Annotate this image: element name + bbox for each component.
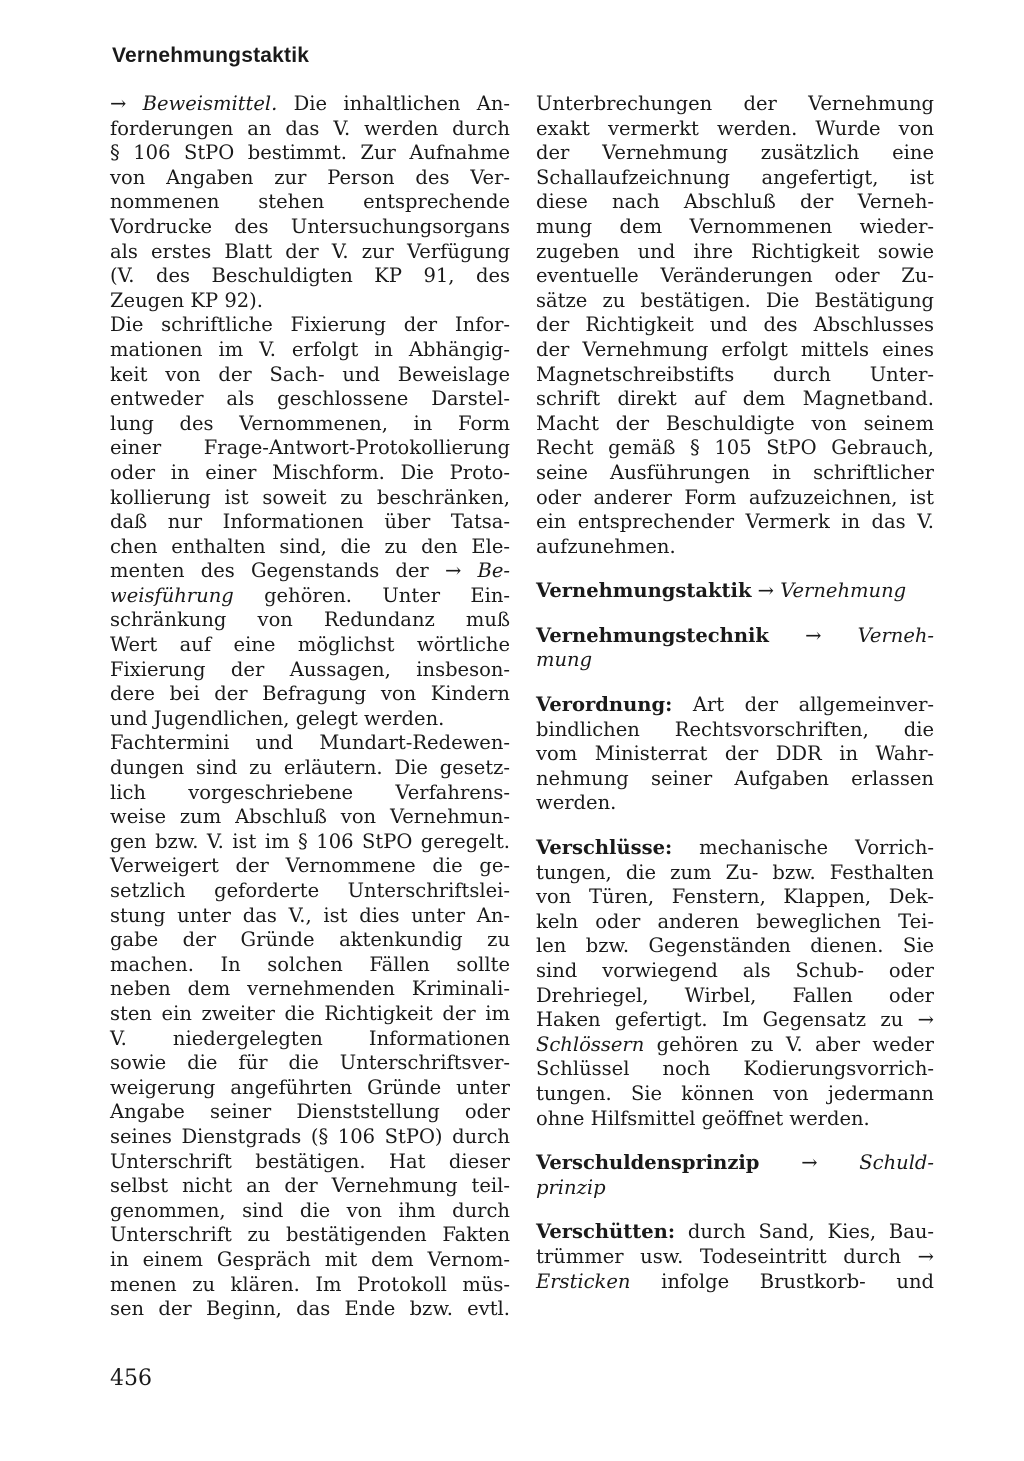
text-line: Angabe seiner Dienststellung oder xyxy=(110,1100,510,1124)
text-line: stung unter das V., ist dies unter An- xyxy=(110,903,510,927)
entry-text: trümmer usw. Todeseintritt durch → xyxy=(536,1244,934,1268)
text-line: entweder als geschlossene Darstel- xyxy=(110,387,510,411)
entry-verschuldensprinzip xyxy=(536,1151,934,1200)
entry-term: Verschütten: xyxy=(536,1220,676,1244)
text-line: einer Frage-Antwort-Protokollierung xyxy=(110,436,510,460)
right-column xyxy=(536,92,934,1294)
text-line: Vordrucke des Untersuchungsorgans xyxy=(110,214,510,238)
text-line: schrift direkt auf dem Magnetband. xyxy=(536,387,934,411)
text-line: als erstes Blatt der V. zur Verfügung xyxy=(110,239,510,263)
text-line: machen. In solchen Fällen sollte xyxy=(110,952,510,976)
entry-term: Verordnung: xyxy=(536,693,673,717)
text-line: forderungen an das V. werden durch xyxy=(110,116,510,140)
text-line: aufzunehmen. xyxy=(536,534,676,558)
text-line: lich vorgeschriebene Verfahrens- xyxy=(110,780,510,804)
text-line: setzlich geforderte Unterschriftslei- xyxy=(110,879,510,902)
entry-text: mechanische Vorrich- xyxy=(699,836,935,860)
text-line: Zeugen KP 92). xyxy=(110,288,263,312)
text-line: sind vorwiegend als Schub- oder xyxy=(536,959,934,982)
text-line: sen der Beginn, das Ende bzw. evtl. xyxy=(110,1297,510,1321)
entry-verschuetten xyxy=(536,1220,934,1294)
text-line: Schlüssel noch Kodierungsvorrich- xyxy=(536,1057,934,1081)
text-line: gen bzw. V. ist im § 106 StPO geregelt. xyxy=(110,829,510,853)
text-line: eventuelle Veränderungen oder Zu- xyxy=(536,264,934,288)
text-line: kollierung ist soweit zu beschränken, xyxy=(110,485,510,509)
text-line: ohne Hilfsmittel geöffnet werden. xyxy=(536,1106,870,1130)
text-line: der Richtigkeit und des Abschlusses xyxy=(536,313,934,337)
text-line: gabe der Gründe aktenkundig zu xyxy=(110,928,510,952)
text-line: oder anderer Form aufzuzeichnen, ist xyxy=(536,485,934,509)
text-line: (V. des Beschuldigten KP 91, des xyxy=(110,264,510,288)
text-line: in einem Gespräch mit dem Vernom- xyxy=(110,1247,510,1271)
text-line: keit von der Sach- und Beweislage xyxy=(110,362,510,386)
entry-text: Art der allgemeinver- xyxy=(692,693,934,717)
text-line: oder in einer Mischform. Die Proto- xyxy=(110,460,510,484)
text-line: nehmung seiner Aufgaben erlassen xyxy=(536,766,934,790)
text-line: lung des Vernommenen, in Form xyxy=(110,411,510,435)
cross-reference: Verneh- xyxy=(857,623,935,647)
entry-vernehmungstechnik xyxy=(536,624,934,673)
text-line: Recht gemäß § 105 StPO Gebrauch, xyxy=(536,436,934,460)
text-line: von Türen, Fenstern, Klappen, Dek- xyxy=(536,885,934,909)
text-line: Verweigert der Vernommene die ge- xyxy=(110,854,510,878)
text-line: bindlichen Rechtsvorschriften, die xyxy=(536,717,934,741)
text-line: dere bei der Befragung von Kindern xyxy=(110,682,510,706)
entry-term: Vernehmungstechnik xyxy=(536,623,769,647)
entry-text: infolge Brustkorb- und xyxy=(661,1269,935,1293)
text-line: weise zum Abschluß von Vernehmun- xyxy=(110,805,510,829)
entry-term: Vernehmungstaktik xyxy=(536,579,752,603)
text-line: Fixierung der Aussagen, insbeson- xyxy=(110,657,510,681)
text-line: menen zu klären. Im Protokoll müs- xyxy=(110,1272,510,1296)
text-line: Unterschrift zu bestätigenden Fakten xyxy=(110,1223,510,1247)
text-line: vom Ministerrat der DDR in Wahr- xyxy=(536,742,934,766)
text-line: Schallaufzeichnung angefertigt, ist xyxy=(536,165,934,189)
cross-reference: Schlössern xyxy=(536,1032,645,1056)
text-line: sten ein zweiter die Richtigkeit der im xyxy=(110,1001,510,1025)
text-line: Wert auf eine möglichst wörtliche xyxy=(110,633,510,657)
text-line: ein entsprechender Vermerk in das V. xyxy=(536,510,934,534)
cross-reference-cont: mung xyxy=(536,648,593,672)
cross-reference-cont: prinzip xyxy=(536,1175,606,1199)
text-line: neben dem vernehmenden Kriminali- xyxy=(110,977,510,1001)
text-line: diese nach Abschluß der Verneh- xyxy=(536,190,934,214)
text-line: sätze zu bestätigen. Die Bestätigung xyxy=(536,288,934,312)
text-line: Drehriegel, Wirbel, Fallen oder xyxy=(536,983,934,1007)
text-line: Die schriftliche Fixierung der Infor- xyxy=(110,313,510,337)
text-line: weigerung angeführten Gründe unter xyxy=(110,1075,510,1099)
text-line: selbst nicht an der Vernehmung teil- xyxy=(110,1174,510,1198)
text-line: Magnetschreibstifts durch Unter- xyxy=(536,362,934,386)
text-line: seine Ausführungen in schriftlicher xyxy=(536,460,934,484)
text-line: Unterschrift bestätigen. Hat dieser xyxy=(110,1149,510,1173)
entry-vernehmungstaktik xyxy=(536,579,934,604)
text-line: mung dem Vernommenen wieder- xyxy=(536,214,934,238)
entry-term: Verschlüsse: xyxy=(536,836,673,860)
text-line: von Angaben zur Person des Ver- xyxy=(110,165,510,189)
page-number: 456 xyxy=(110,1366,152,1391)
text-line: Macht der Beschuldigte von seinem xyxy=(536,411,934,435)
text-line: § 106 StPO bestimmt. Zur Aufnahme xyxy=(110,141,510,165)
entry-verschluesse xyxy=(536,836,934,1131)
text-line: und Jugendlichen, gelegt werden. xyxy=(110,706,445,730)
text-line: exakt vermerkt werden. Wurde von xyxy=(536,116,934,140)
left-column xyxy=(110,92,510,1322)
text-line: Unterbrechungen der Vernehmung xyxy=(536,92,934,115)
cross-reference: → Vernehmung xyxy=(757,579,907,603)
entry-term: Verschuldensprinzip xyxy=(536,1151,760,1175)
text-line: werden. xyxy=(536,791,617,815)
text-line: len bzw. Gegenständen dienen. Sie xyxy=(536,934,934,958)
entry-text: gehören zu V. aber weder xyxy=(656,1032,934,1056)
text-line: zugeben und ihre Richtigkeit sowie xyxy=(536,239,934,263)
continuation-paragraph xyxy=(536,92,934,559)
text-line: dungen sind zu erläutern. Die gesetz- xyxy=(110,756,510,780)
text-line: weisführung gehören. Unter Ein- xyxy=(110,583,510,607)
text-line: menten des Gegenstands der → Be- xyxy=(110,559,510,583)
text-line: nommenen stehen entsprechende xyxy=(110,190,510,214)
entry-verordnung xyxy=(536,693,934,816)
cross-reference: Ersticken xyxy=(536,1269,631,1293)
text-line: schränkung von Redundanz muß xyxy=(110,608,510,632)
text-line: → Beweismittel. Die inhaltlichen An- xyxy=(110,92,510,115)
text-line: V. niedergelegten Informationen xyxy=(110,1026,510,1050)
text-line: der Vernehmung zusätzlich eine xyxy=(536,141,934,165)
text-line: mationen im V. erfolgt in Abhängig- xyxy=(110,337,510,361)
text-line: seines Dienstgrads (§ 106 StPO) durch xyxy=(110,1124,510,1148)
text-line: sowie die für die Unterschriftsver- xyxy=(110,1051,510,1075)
text-line: der Vernehmung erfolgt mittels eines xyxy=(536,337,934,361)
text-line: daß nur Informationen über Tatsa- xyxy=(110,510,510,534)
text-line: genommen, sind die von ihm durch xyxy=(110,1198,510,1222)
text-line: keln oder anderen beweglichen Tei- xyxy=(536,909,934,933)
arrow: → xyxy=(801,1151,818,1175)
running-head: Vernehmungstaktik xyxy=(112,44,310,67)
text-line: chen enthalten sind, die zu den Ele- xyxy=(110,534,510,558)
arrow: → xyxy=(805,623,822,647)
text-line: tungen. Sie können von jedermann xyxy=(536,1081,934,1105)
text-line: tungen, die zum Zu- bzw. Festhalten xyxy=(536,860,934,884)
text-line: Haken gefertigt. Im Gegensatz zu → xyxy=(536,1008,934,1032)
entry-text: durch Sand, Kies, Bau- xyxy=(687,1220,934,1244)
cross-reference: Schuld- xyxy=(859,1151,935,1175)
text-line: Fachtermini und Mundart-Redewen- xyxy=(110,731,510,755)
